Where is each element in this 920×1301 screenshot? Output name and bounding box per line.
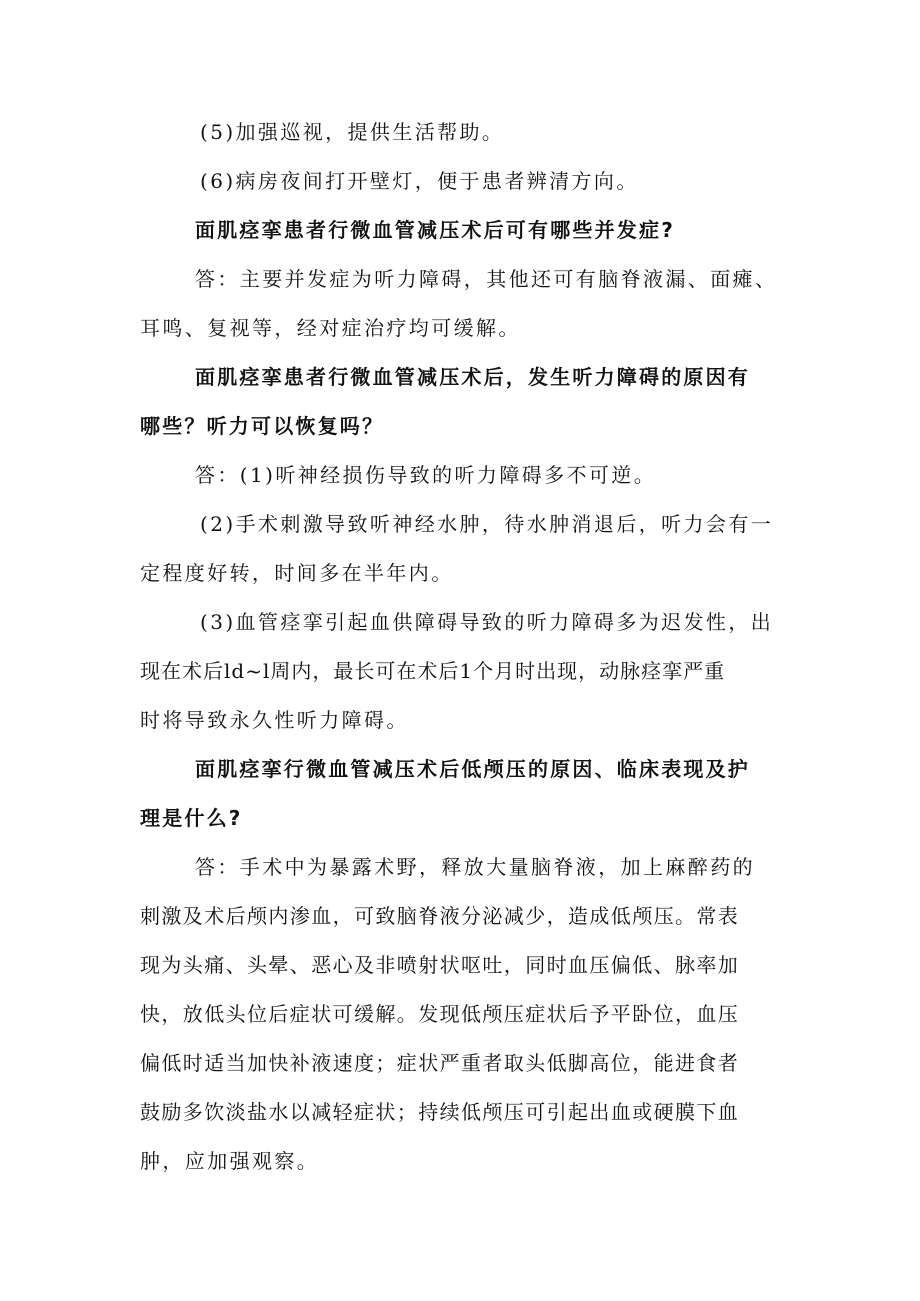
answer-text-line: 定程度好转，时间多在半年内。 [140,561,454,585]
answer-text-line: 答：主要并发症为听力障碍，其他还可有脑脊液漏、面瘫、 [195,267,778,291]
list-item-6: (6)病房夜间打开壁灯，便于患者辨清方向。 [200,169,639,193]
answer-text-line: 答：(1)听神经损伤导致的听力障碍多不可逆。 [195,463,657,487]
answer-text-line: 耳鸣、复视等，经对症治疗均可缓解。 [140,316,521,340]
answer-text-line: 偏低时适当加快补液速度；症状严重者取头低脚高位，能进食者 [140,1051,740,1075]
answer-text-line: 快，放低头位后症状可缓解。发现低颅压症状后予平卧位，血压 [140,1002,740,1026]
question-heading-2-cont: 哪些？听力可以恢复吗？ [140,414,385,438]
question-heading-3-cont: 理是什么? [140,806,243,830]
answer-text-line: (2)手术刺激导致听神经水肿，待水肿消退后，听力会有一 [200,512,774,536]
answer-text-line: (3)血管痉挛引起血供障碍导致的听力障碍多为迟发性，出 [200,610,774,634]
list-item-5: (5)加强巡视，提供生活帮助。 [200,120,505,144]
answer-text-line: 鼓励多饮淡盐水以减轻症状；持续低颅压可引起出血或硬膜下血 [140,1100,740,1124]
answer-text-line: 时将导致永久性听力障碍。 [140,708,409,732]
answer-text-line: 肿，应加强观察。 [140,1149,320,1173]
question-heading-1: 面肌痉挛患者行微血管减压术后可有哪些并发症? [195,218,676,242]
answer-text-line: 现在术后ld~l周内，最长可在术后1个月时出现，动脉痉挛严重 [140,659,726,683]
question-heading-2: 面肌痉挛患者行微血管减压术后，发生听力障碍的原因有 [195,365,750,389]
answer-text-line: 刺激及术后颅内渗血，可致脑脊液分泌减少，造成低颅压。常表 [140,904,740,928]
question-heading-3: 面肌痉挛行微血管减压术后低颅压的原因、临床表现及护 [195,757,750,781]
answer-text-line: 答：手术中为暴露术野，释放大量脑脊液，加上麻醉药的 [195,855,755,879]
answer-text-line: 现为头痛、头晕、恶心及非喷射状呕吐，同时血压偏低、脉率加 [140,953,740,977]
